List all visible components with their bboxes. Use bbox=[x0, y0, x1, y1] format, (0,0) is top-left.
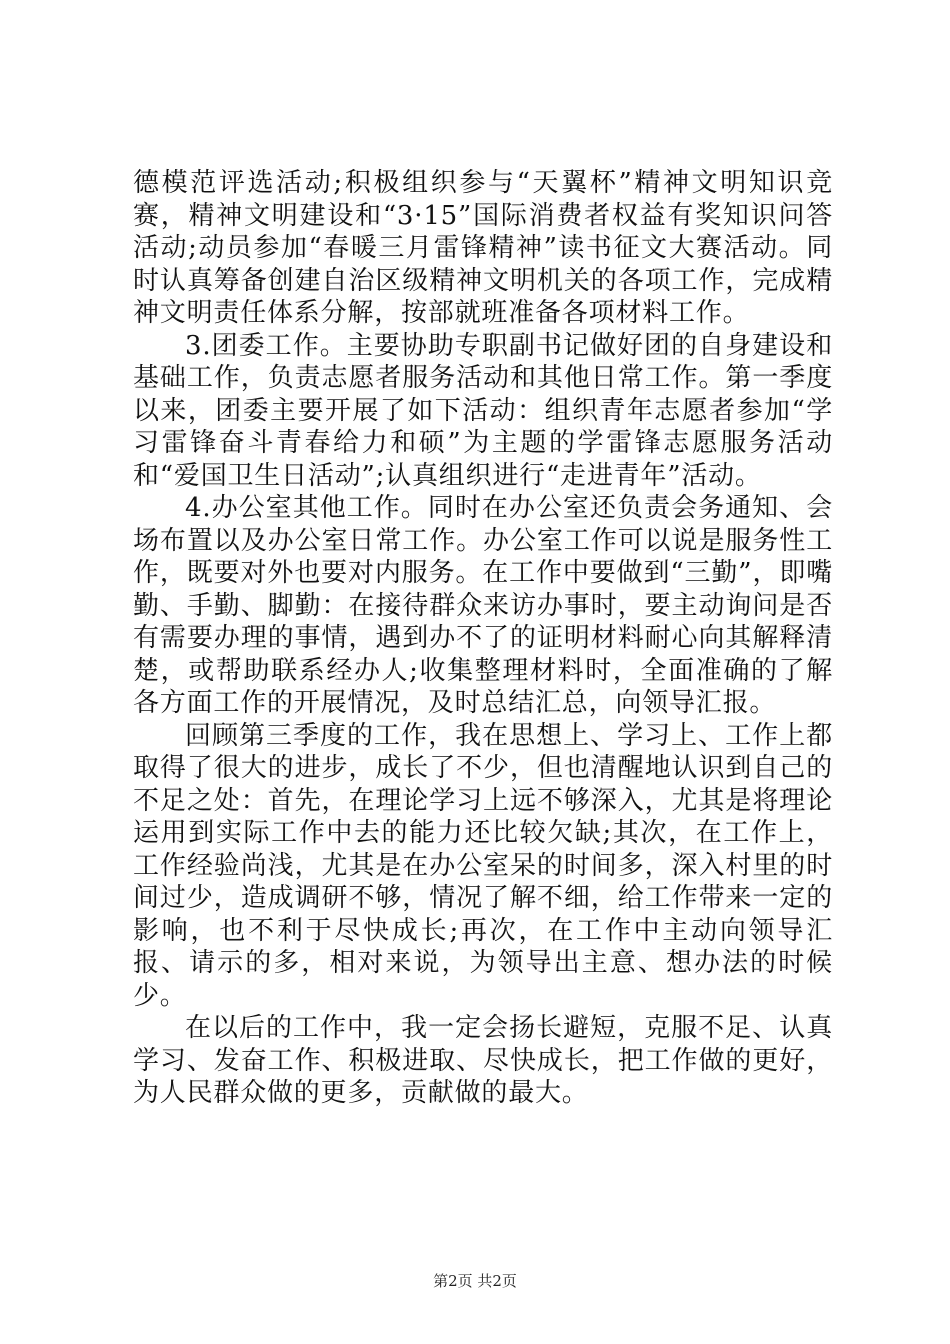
page-number: 第2页 共2页 bbox=[433, 1272, 517, 1290]
paragraph-spiritual-civilization: 德模范评选活动;积极组织参与“天翼杯”精神文明知识竞赛，精神文明建设和“3·15”国际消费者权益有奖知识问答活动;动员参加“春暖三月雷锋精神”读书征文大赛活动。同时认真筹备创建自治区级精神文明机关的各项工作，完成精神文明责任体系分解，按部就班准备各项材料工作。 bbox=[133, 168, 833, 328]
paragraph-youth-league-work: 3.团委工作。主要协助专职副书记做好团的自身建设和基础工作，负责志愿者服务活动和其他日常工作。第一季度以来，团委主要开展了如下活动：组织青年志愿者参加“学习雷锋奋斗青春给力和硕”为主题的学雷锋志愿服务活动和“爱国卫生日活动”;认真组织进行“走进青年”活动。 bbox=[133, 330, 833, 491]
paragraph-third-quarter-review: 回顾第三季度的工作，我在思想上、学习上、工作上都取得了很大的进步，成长了不少，但也清醒地认识到自己的不足之处：首先，在理论学习上远不够深入，尤其是将理论运用到实际工作中去的能力还比较欠缺;其次，在工作上，工作经验尚浅，尤其是在办公室呆的时间多，深入村里的时间过少，造成调研不够，情况了解不细，给工作带来一定的影响，也不利于尽快成长;再次，在工作中主动向领导汇报、请示的多，相对来说，为领导出主意、想办法的时候少。 bbox=[133, 720, 833, 1011]
paragraph-office-other-work: 4.办公室其他工作。同时在办公室还负责会务通知、会场布置以及办公室日常工作。办公室工作可以说是服务性工作，既要对外也要对内服务。在工作中要做到“三勤”，即嘴勤、手勤、脚勤：在接待群众来访办事时，要主动询问是否有需要办理的事情，遇到办不了的证明材料耐心向其解释清楚，或帮助联系经办人;收集整理材料时，全面准确的了解各方面工作的开展情况，及时总结汇总，向领导汇报。 bbox=[133, 493, 833, 718]
paragraph-future-work: 在以后的工作中，我一定会扬长避短，克服不足、认真学习、发奋工作、积极进取、尽快成长，把工作做的更好，为人民群众做的更多，贡献做的最大。 bbox=[133, 1013, 833, 1108]
page-footer bbox=[0, 1271, 950, 1291]
document-body bbox=[133, 167, 833, 1110]
